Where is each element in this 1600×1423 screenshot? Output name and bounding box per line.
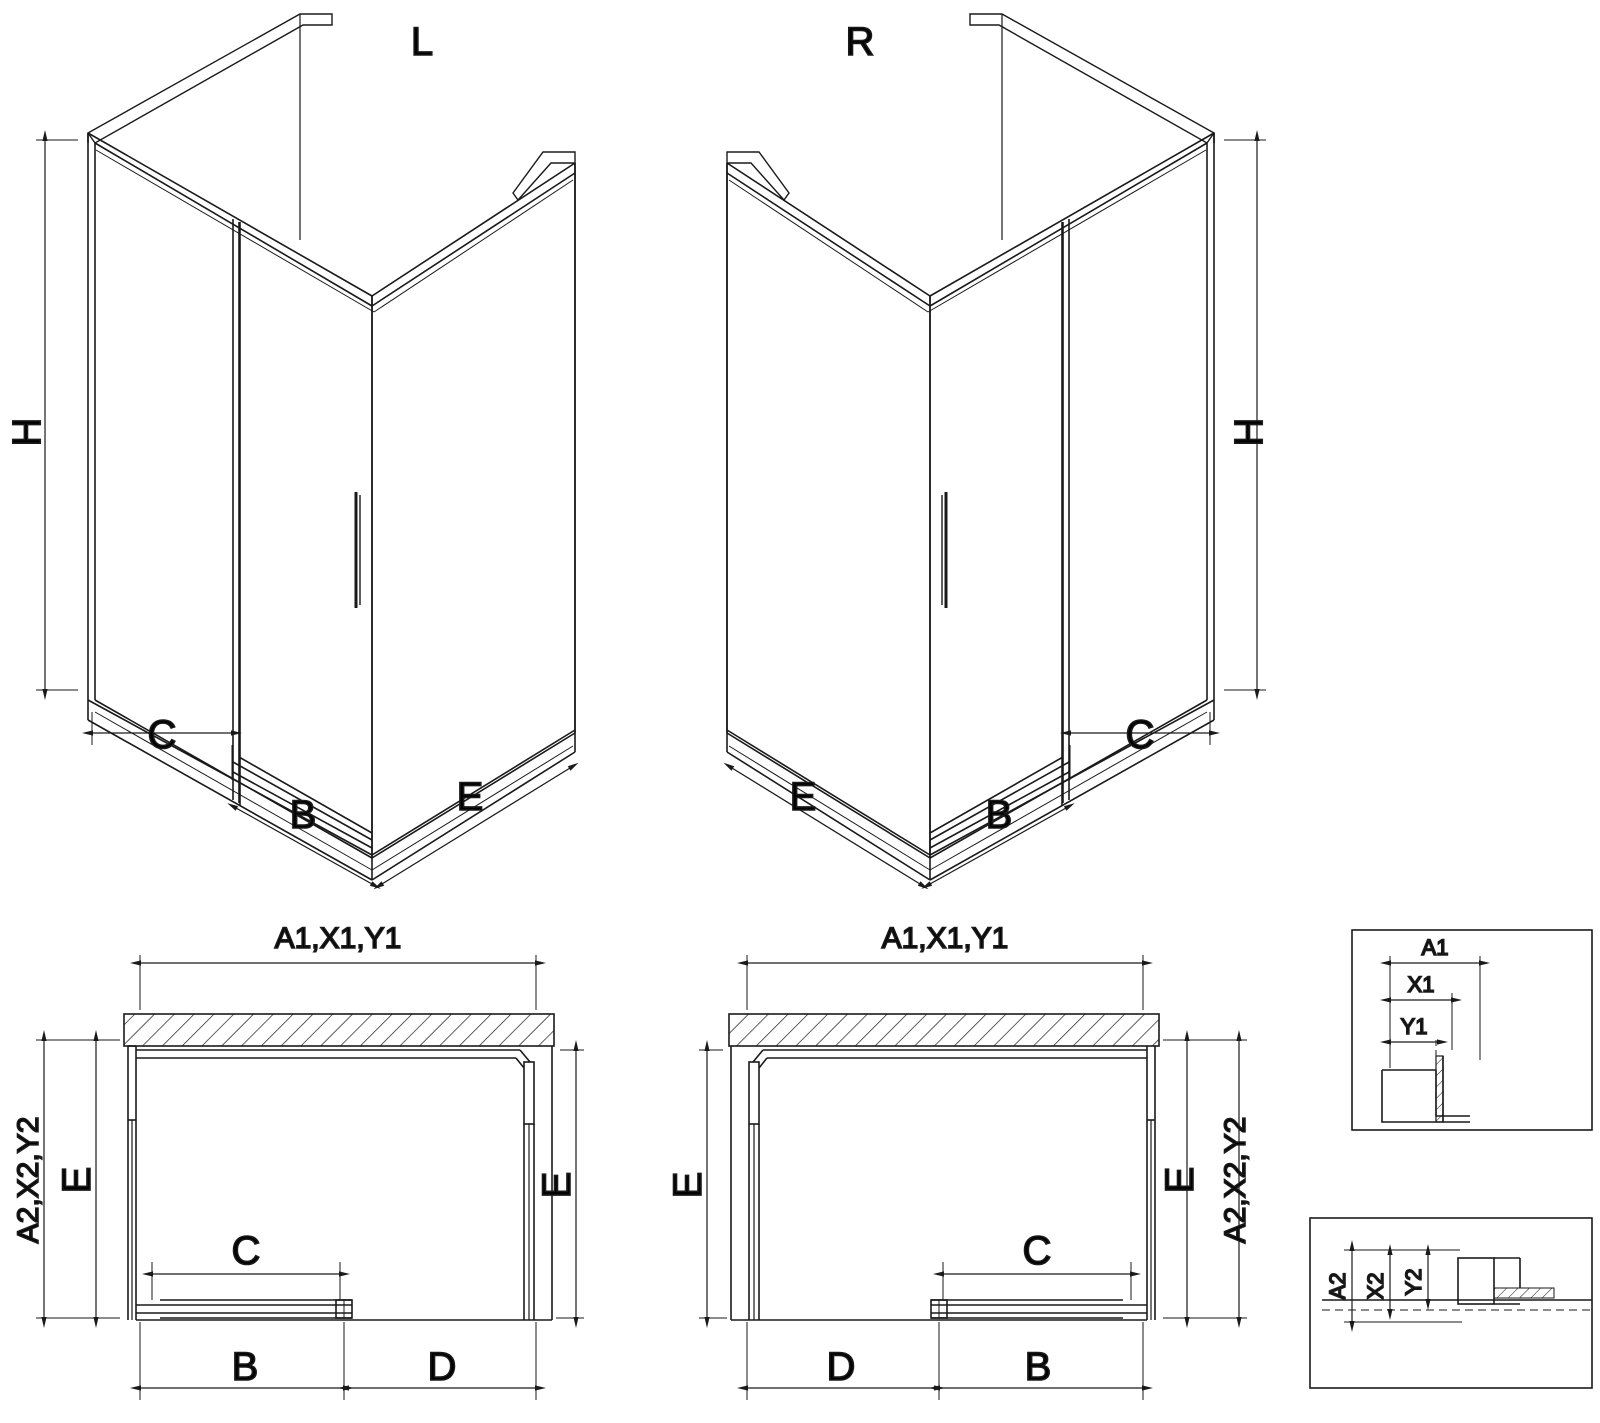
dim-label-a1x1y1-left: A1,X1,Y1 xyxy=(274,922,402,955)
plan-view-right xyxy=(666,922,1252,1400)
dim-label-c-plan-left: C xyxy=(231,1229,261,1273)
dim-label-a1x1y1-right: A1,X1,Y1 xyxy=(881,922,1009,955)
detail-label-a1: A1 xyxy=(1421,935,1449,960)
dim-label-d-plan-right: D xyxy=(826,1345,856,1389)
dim-label-c-right: C xyxy=(1125,713,1155,757)
dim-label-a2x2y2-left: A2,X2,Y2 xyxy=(12,1116,45,1244)
plan-view-left xyxy=(12,922,584,1400)
iso-view-left xyxy=(5,14,575,884)
dim-label-h-left: H xyxy=(5,417,49,447)
dim-label-e-plan-right-right: E xyxy=(1158,1166,1202,1194)
detail-label-x2: X2 xyxy=(1363,1272,1388,1300)
dim-label-c-left: C xyxy=(147,713,177,757)
detail-view-bottom xyxy=(1310,1218,1592,1388)
dim-label-b-right: B xyxy=(985,793,1013,837)
dim-label-a2x2y2-right: A2,X2,Y2 xyxy=(1219,1116,1252,1244)
dim-label-b-left: B xyxy=(289,793,317,837)
variant-label-l: L xyxy=(410,20,434,64)
dim-label-e-left: E xyxy=(456,775,484,819)
dim-label-e-plan-left: E xyxy=(55,1166,99,1194)
dim-label-d-plan-left: D xyxy=(427,1345,457,1389)
dim-label-c-plan-right: C xyxy=(1022,1229,1052,1273)
detail-label-y2: Y2 xyxy=(1401,1268,1426,1296)
dim-label-h-right: H xyxy=(1227,417,1271,447)
dim-label-b-plan-right: B xyxy=(1024,1345,1052,1389)
dim-label-e-right: E xyxy=(789,775,817,819)
detail-label-y1: Y1 xyxy=(1400,1014,1428,1039)
iso-view-right xyxy=(727,14,1271,884)
detail-view-top xyxy=(1352,930,1592,1130)
detail-label-a2: A2 xyxy=(1325,1272,1350,1300)
dim-label-b-plan-left: B xyxy=(231,1345,259,1389)
variant-label-r: R xyxy=(845,20,875,64)
dim-label-e-plan-right-left: E xyxy=(666,1171,710,1199)
detail-label-x1: X1 xyxy=(1407,972,1435,997)
dim-label-e-plan-left-right: E xyxy=(535,1171,579,1199)
